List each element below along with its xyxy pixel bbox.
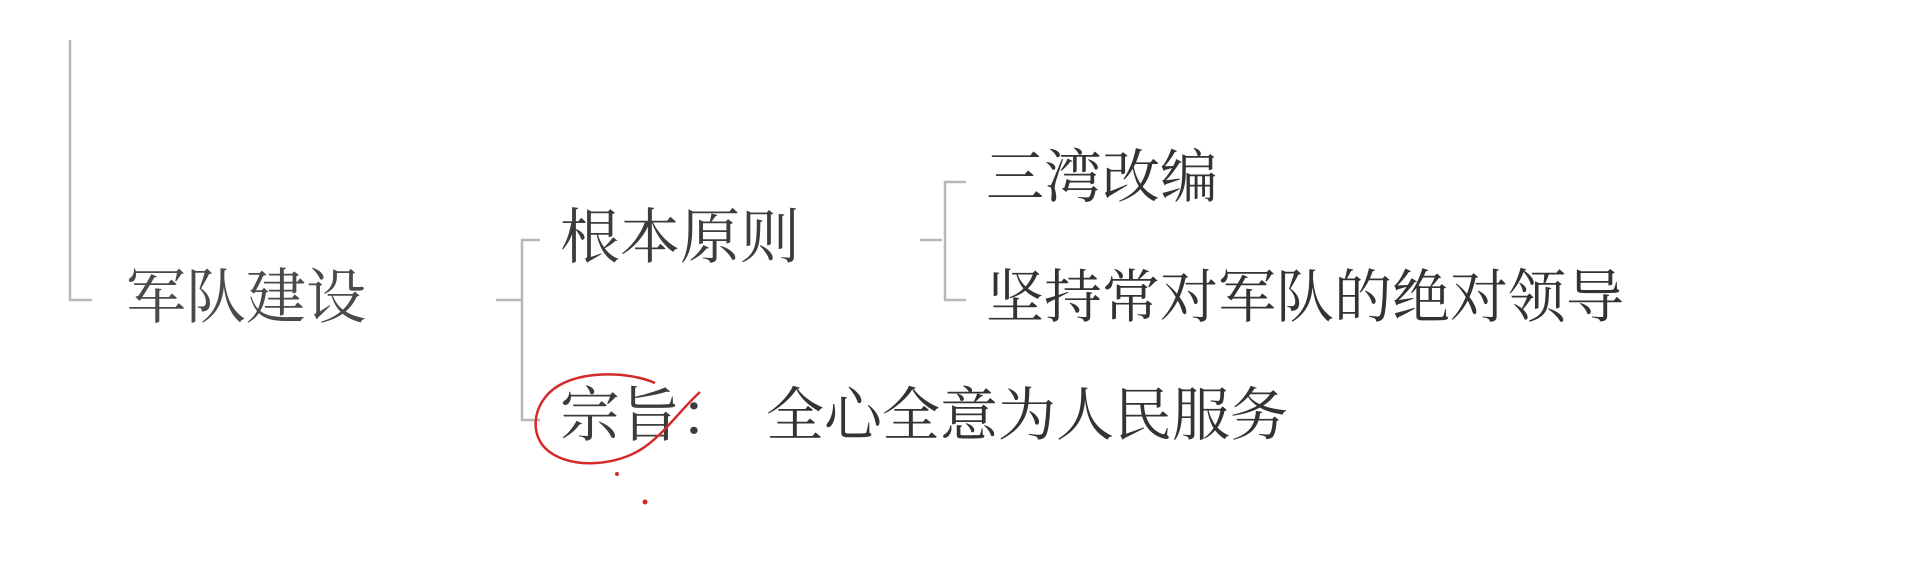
purpose-separator: ： — [680, 381, 740, 451]
branch-node-fundamental-principle: 根本原则 — [560, 203, 800, 273]
leaf-node-sanwan-reorganization: 三湾改编 — [986, 143, 1219, 211]
leaf-node-serve-the-people: 全心全意为人民服务 — [766, 381, 1289, 449]
leaf-node-absolute-leadership: 坚持常对军队的绝对领导 — [986, 263, 1625, 331]
root-node: 军队建设 — [126, 263, 366, 333]
purpose-label: 宗旨 — [560, 381, 680, 451]
level2-bracket — [522, 240, 540, 420]
branch-node-purpose — [560, 381, 740, 451]
trunk-connector — [70, 40, 92, 300]
level3-bracket — [945, 182, 966, 300]
